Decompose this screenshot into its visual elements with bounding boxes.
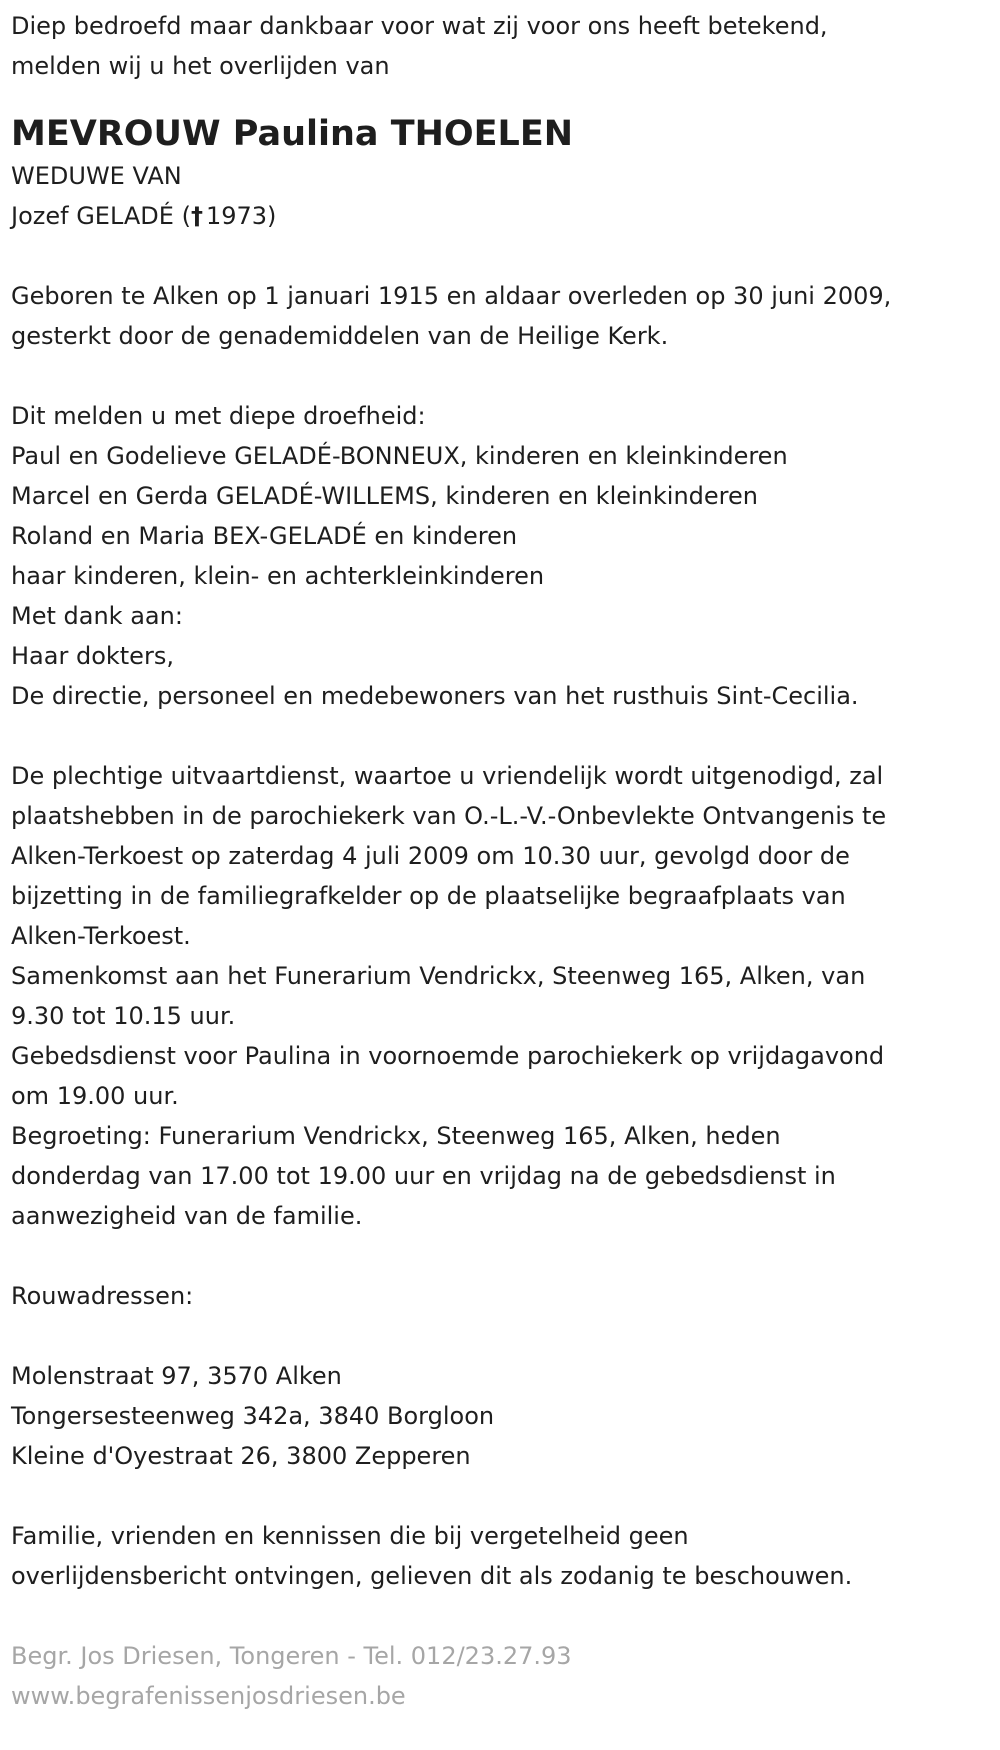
service-line: De plechtige uitvaartdienst, waartoe u vriendelijk wordt uitgenodigd, zal (11, 762, 884, 790)
spacer (11, 86, 990, 112)
spacer (11, 1596, 990, 1636)
service-line: donderdag van 17.00 tot 19.00 uur en vrijdag na de gebedsdienst in (11, 1162, 836, 1190)
service-line: bijzetting in de familiegrafkelder op de plaatselijke begraafplaats van (11, 882, 846, 910)
mourner-item: Marcel en Gerda GELADÉ-WILLEMS, kinderen en kleinkinderen (11, 482, 758, 510)
service-line: Alken-Terkoest op zaterdag 4 juli 2009 om 10.30 uur, gevolgd door de (11, 842, 850, 870)
service-line: 9.30 tot 10.15 uur. (11, 1002, 236, 1030)
service-line: om 19.00 uur. (11, 1082, 179, 1110)
thanks-item: Haar dokters, (11, 642, 174, 670)
mourner-item: Paul en Godelieve GELADÉ-BONNEUX, kinderen en kleinkinderen (11, 442, 788, 470)
birth-death-line-1: Geboren te Alken op 1 januari 1915 en aldaar overleden op 30 juni 2009, (11, 282, 892, 310)
spacer (11, 356, 990, 396)
spacer (11, 236, 990, 276)
address-item: Tongersesteenweg 342a, 3840 Borgloon (11, 1402, 495, 1430)
mourner-item: haar kinderen, klein- en achterkleinkinderen (11, 562, 545, 590)
website-link[interactable]: www.begrafenissenjosdriesen.be (11, 1682, 406, 1710)
announcement-heading: Dit melden u met diepe droefheid: (11, 402, 426, 430)
service-line: plaatshebben in de parochiekerk van O.-L.-V.-Onbevlekte Ontvangenis te (11, 802, 887, 830)
spacer (11, 1316, 990, 1356)
widow-status: WEDUWE VAN (11, 162, 182, 190)
spacer (11, 716, 990, 756)
deceased-name: MEVROUW Paulina THOELEN (11, 114, 574, 154)
service-line: Begroeting: Funerarium Vendrickx, Steenweg 165, Alken, heden (11, 1122, 781, 1150)
birth-death-line-2: gesterkt door de genademiddelen van de Heilige Kerk. (11, 322, 669, 350)
service-line: aanwezigheid van de familie. (11, 1202, 363, 1230)
closing-line-2: overlijdensbericht ontvingen, gelieven dit als zodanig te beschouwen. (11, 1562, 853, 1590)
undertaker-contact: Begr. Jos Driesen, Tongeren - Tel. 012/23.27.93 (11, 1642, 572, 1670)
address-item: Molenstraat 97, 3570 Alken (11, 1362, 342, 1390)
addresses-heading: Rouwadressen: (11, 1282, 194, 1310)
service-line: Alken-Terkoest. (11, 922, 191, 950)
spouse-line (11, 196, 990, 236)
spacer (11, 1236, 990, 1276)
intro-line-2: melden wij u het overlijden van (11, 52, 390, 80)
cross-icon: † (190, 202, 203, 230)
address-item: Kleine d'Oyestraat 26, 3800 Zepperen (11, 1442, 471, 1470)
thanks-heading: Met dank aan: (11, 602, 183, 630)
spacer (11, 1476, 990, 1516)
intro-line-1: Diep bedroefd maar dankbaar voor wat zij voor ons heeft betekend, (11, 12, 828, 40)
service-line: Gebedsdienst voor Paulina in voornoemde parochiekerk op vrijdagavond (11, 1042, 885, 1070)
spouse-death-year: 1973) (205, 202, 277, 230)
spouse-name: Jozef GELADÉ ( (11, 202, 191, 230)
closing-line-1: Familie, vrienden en kennissen die bij vergetelheid geen (11, 1522, 689, 1550)
thanks-item: De directie, personeel en medebewoners van het rusthuis Sint-Cecilia. (11, 682, 859, 710)
service-line: Samenkomst aan het Funerarium Vendrickx, Steenweg 165, Alken, van (11, 962, 866, 990)
mourner-item: Roland en Maria BEX-GELADÉ en kinderen (11, 522, 518, 550)
